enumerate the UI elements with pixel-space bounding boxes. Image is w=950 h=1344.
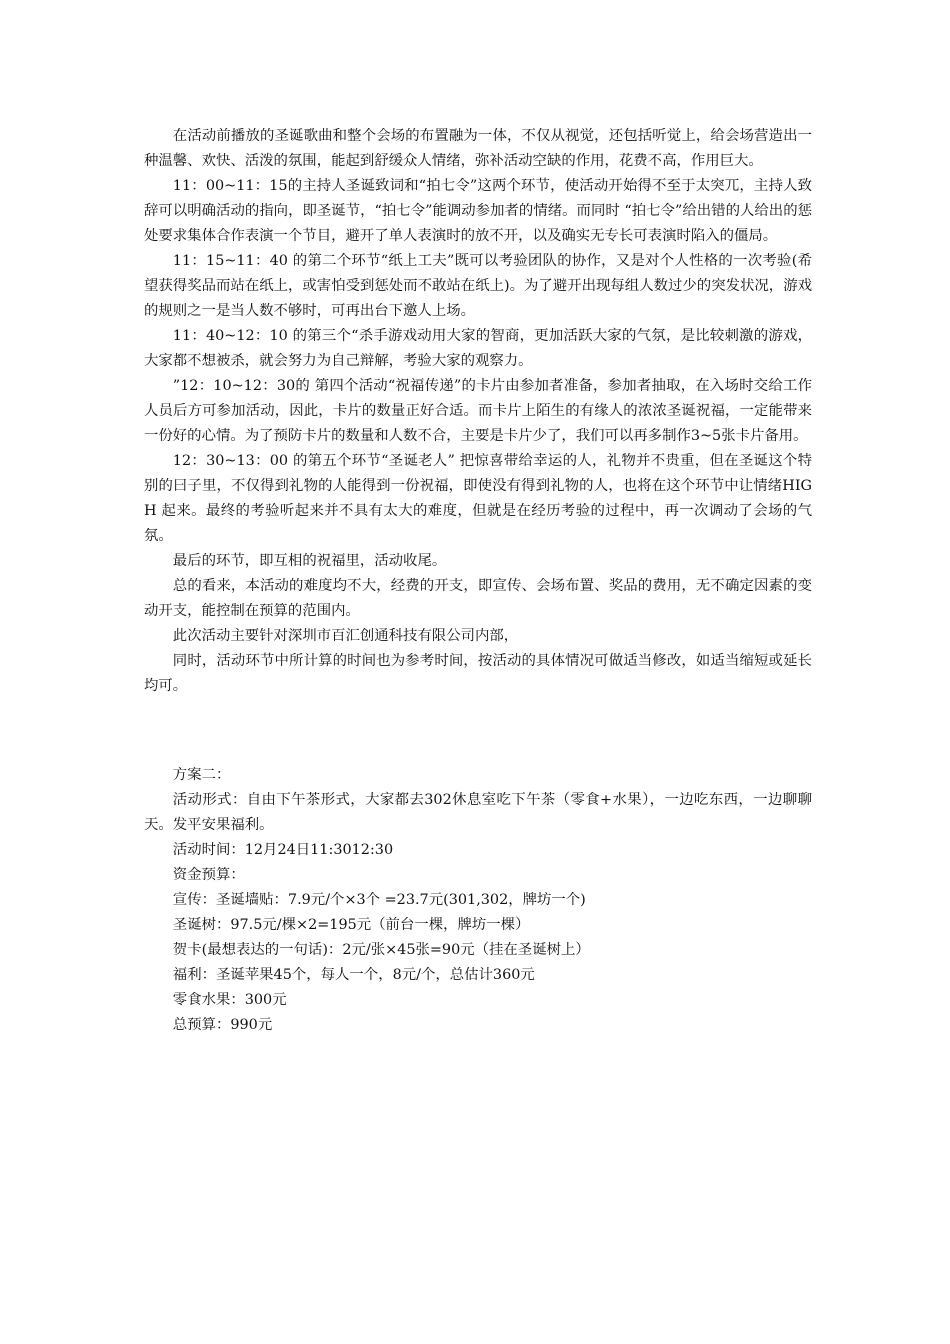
paragraph-opening-music: 在活动前播放的圣诞歌曲和整个会场的布置融为一体，不仅从视觉，还包括听觉上，给会场营造出一种温馨、欢快、活泼的氛围，能起到舒缓众人情绪，弥补活动空缺的作用，花费不高，作用巨大。 bbox=[144, 128, 812, 169]
budget-welfare: 福利：圣诞苹果45个，每人一个，8元/个，总估计360元 bbox=[172, 967, 535, 983]
budget-total: 总预算：990元 bbox=[172, 1017, 273, 1033]
plan-two-section bbox=[144, 763, 812, 1038]
plan-two-heading: 方案二： bbox=[172, 767, 231, 783]
paragraph-santa: 12：30~13：00 的第五个环节“圣诞老人” 把惊喜带给幸运的人，礼物并不贵重，但在圣诞这个特别的曰子里，不仅得到礼物的人能得到一份祝福，即使没有得到礼物的人，也将在这个环节中让情绪HIGH 起来。最终的考验听起来并不具有太大的难度，但就是在经历考验的过程中，再一次调动了会场的气氛。 bbox=[144, 453, 812, 544]
document-page bbox=[144, 124, 812, 1038]
paragraph-summary: 总的看来，本活动的难度均不大，经费的开支，即宣传、会场布置、奖品的费用，无不确定因素的变动开支，能控制在预算的范围内。 bbox=[144, 578, 812, 619]
paragraph-paper-game: 11：15~11：40 的第二个环节“纸上工夫”既可以考验团队的协作，又是对个人性格的一次考验(希望获得奖品而站在纸上，或害怕受到惩处而不敢站在纸上)。为了避开出现每组人数过少的突发状况，游戏的规则之一是当人数不够时，可再出台下邀人上场。 bbox=[144, 253, 812, 319]
budget-tree: 圣诞树：97.5元/棵×2=195元（前台一棵，牌坊一棵） bbox=[172, 917, 530, 933]
plan-two-budget-heading: 资金预算： bbox=[172, 867, 245, 883]
paragraph-host-speech: 11：00~11：15的主持人圣诞致词和“拍七令”这两个环节，使活动开始得不至于太突兀，主持人致辞可以明确活动的指向，即圣诞节，“拍七令”能调动参加者的情绪。而同时 “拍七令”给出错的人给出的惩处要求集体合作表演一个节目，避开了单人表演时的放不开，以及确实无专长可表演时陷入的僵局。 bbox=[144, 178, 812, 244]
paragraph-closing: 最后的环节，即互相的祝福里，活动收尾。 bbox=[172, 553, 447, 569]
budget-promotion: 宣传：圣诞墙贴：7.9元/个×3个 =23.7元(301,302，牌坊一个) bbox=[172, 892, 586, 908]
plan-two-time: 活动时间：12月24日11:3012:30 bbox=[172, 842, 394, 858]
paragraph-blessing-cards: ”12：10~12：30的 第四个活动“祝福传递”的卡片由参加者准备，参加者抽取，在入场时交给工作人员后方可参加活动，因此，卡片的数量正好合适。而卡片上陌生的有缘人的浓浓圣诞祝福，一定能带来一份好的心情。为了预防卡片的数量和人数不合，主要是卡片少了，我们可以再多制作3~5张卡片备用。 bbox=[144, 378, 812, 444]
paragraph-time-note: 同时，活动环节中所计算的时间也为参考时间，按活动的具体情况可做适当修改，如适当缩短或延长均可。 bbox=[144, 653, 812, 694]
budget-snacks: 零食水果：300元 bbox=[172, 992, 287, 1008]
plan-two-format: 活动形式：自由下午茶形式，大家都去302休息室吃下午茶（零食+水果），一边吃东西，一边聊聊天。发平安果福利。 bbox=[144, 792, 812, 833]
budget-cards: 贺卡(最想表达的一句话)：2元/张×45张=90元（挂在圣诞树上） bbox=[172, 942, 590, 958]
section-gap bbox=[144, 699, 812, 763]
paragraph-killer-game: 11：40~12：10 的第三个“杀手游戏动用大家的智商，更加活跃大家的气氛，是比较刺激的游戏，大家都不想被杀，就会努力为自己辩解，考验大家的观察力。 bbox=[144, 328, 812, 369]
plan-analysis-section bbox=[144, 124, 812, 699]
paragraph-target: 此次活动主要针对深圳市百汇创通科技有限公司内部， bbox=[172, 628, 519, 644]
